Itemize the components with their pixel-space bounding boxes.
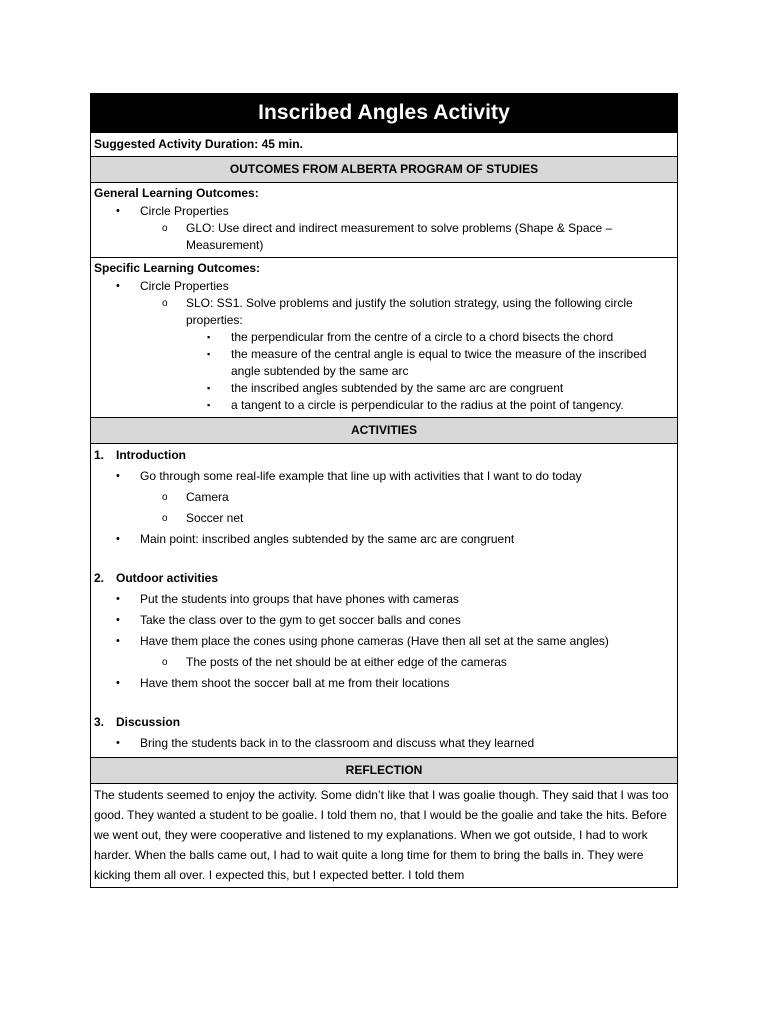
list-item — [94, 295, 674, 329]
reflection-section-header: REFLECTION — [91, 757, 677, 783]
list-item — [94, 673, 674, 694]
bullet-icon: • — [116, 533, 120, 545]
bullet-icon: • — [116, 737, 120, 749]
list-item — [94, 220, 674, 254]
activities-section-header: ACTIVITIES — [91, 417, 677, 443]
general-topic: Circle Properties — [140, 204, 229, 218]
slo-text: SLO: SS1. Solve problems and justify the solution strategy, using the following circle properties: — [186, 296, 633, 327]
document-title: Inscribed Angles Activity — [91, 94, 677, 132]
circle-bullet-icon: o — [162, 298, 168, 309]
circle-bullet-icon: o — [162, 223, 168, 234]
glo-text: GLO: Use direct and indirect measurement to solve problems (Shape & Space – Measurement) — [186, 221, 613, 252]
list-item — [94, 733, 674, 754]
activity-step: Have them shoot the soccer ball at me from their locations — [140, 676, 450, 690]
property-text: the inscribed angles subtended by the same arc are congruent — [231, 381, 564, 395]
list-item — [94, 487, 674, 508]
activity-substep: Soccer net — [186, 511, 244, 525]
square-bullet-icon: ▪ — [207, 400, 211, 410]
activity-heading-outdoor — [94, 568, 674, 589]
activity-step: Bring the students back in to the classroom and discuss what they learned — [140, 736, 535, 750]
bullet-icon: • — [116, 205, 120, 217]
activity-step: Go through some real-life example that line up with activities that I want to do today — [140, 469, 582, 483]
activity-heading-discussion — [94, 712, 674, 733]
activities-block — [91, 443, 677, 757]
property-text: a tangent to a circle is perpendicular to the radius at the point of tangency. — [231, 398, 624, 412]
specific-outcomes-block — [91, 257, 677, 417]
square-bullet-icon: ▪ — [207, 349, 211, 359]
activity-substep: The posts of the net should be at either edge of the cameras — [186, 655, 507, 669]
list-item — [94, 278, 674, 295]
activity-number: 1. — [94, 448, 105, 462]
activity-step: Main point: inscribed angles subtended by the same arc are congruent — [140, 532, 515, 546]
bullet-icon: • — [116, 280, 120, 292]
activity-title: Outdoor activities — [116, 571, 219, 585]
list-item — [94, 610, 674, 631]
bullet-icon: • — [116, 593, 120, 605]
list-item — [94, 397, 674, 414]
general-outcomes-block — [91, 182, 677, 257]
activity-step: Put the students into groups that have phones with cameras — [140, 592, 459, 606]
activity-title: Discussion — [116, 715, 181, 729]
activity-duration: Suggested Activity Duration: 45 min. — [91, 132, 677, 156]
bullet-icon: • — [116, 470, 120, 482]
bullet-icon: • — [116, 635, 120, 647]
list-item — [94, 631, 674, 652]
general-outcomes-heading: General Learning Outcomes: — [94, 186, 259, 200]
list-item — [94, 529, 674, 550]
bullet-icon: • — [116, 677, 120, 689]
circle-bullet-icon: o — [162, 657, 168, 668]
lesson-plan-table — [90, 93, 678, 888]
reflection-text: The students seemed to enjoy the activity. Some didn’t like that I was goalie though. They said that I was too good. They wanted a student to be goalie. I told them no, that I would be the goalie and take the hits. Before we went out, they were cooperative and listened to my explanations. When we got outside, I had to work harder. When the balls came out, I had to wait quite a long time for them to bring the balls in. They were kicking them all over. I expected this, but I expected better. I told them — [91, 783, 677, 887]
list-item — [94, 652, 674, 673]
activity-number: 2. — [94, 571, 105, 585]
property-text: the perpendicular from the centre of a circle to a chord bisects the chord — [231, 330, 614, 344]
specific-outcomes-heading: Specific Learning Outcomes: — [94, 261, 261, 275]
spacer — [94, 550, 674, 568]
activity-step: Take the class over to the gym to get soccer balls and cones — [140, 613, 461, 627]
activity-title: Introduction — [116, 448, 186, 462]
list-item — [94, 380, 674, 397]
activity-heading-introduction — [94, 445, 674, 466]
list-item — [94, 346, 674, 380]
activity-number: 3. — [94, 715, 105, 729]
list-item — [94, 203, 674, 220]
outcomes-section-header: OUTCOMES FROM ALBERTA PROGRAM OF STUDIES — [91, 156, 677, 182]
list-item — [94, 508, 674, 529]
square-bullet-icon: ▪ — [207, 332, 211, 342]
activity-substep: Camera — [186, 490, 229, 504]
list-item — [94, 329, 674, 346]
property-text: the measure of the central angle is equal to twice the measure of the inscribed angle subtended by the same arc — [231, 347, 647, 378]
activity-step: Have them place the cones using phone cameras (Have then all set at the same angles) — [140, 634, 609, 648]
circle-bullet-icon: o — [162, 513, 168, 524]
bullet-icon: • — [116, 614, 120, 626]
specific-topic: Circle Properties — [140, 279, 229, 293]
square-bullet-icon: ▪ — [207, 383, 211, 393]
circle-bullet-icon: o — [162, 492, 168, 503]
list-item — [94, 466, 674, 487]
spacer — [94, 694, 674, 712]
list-item — [94, 589, 674, 610]
